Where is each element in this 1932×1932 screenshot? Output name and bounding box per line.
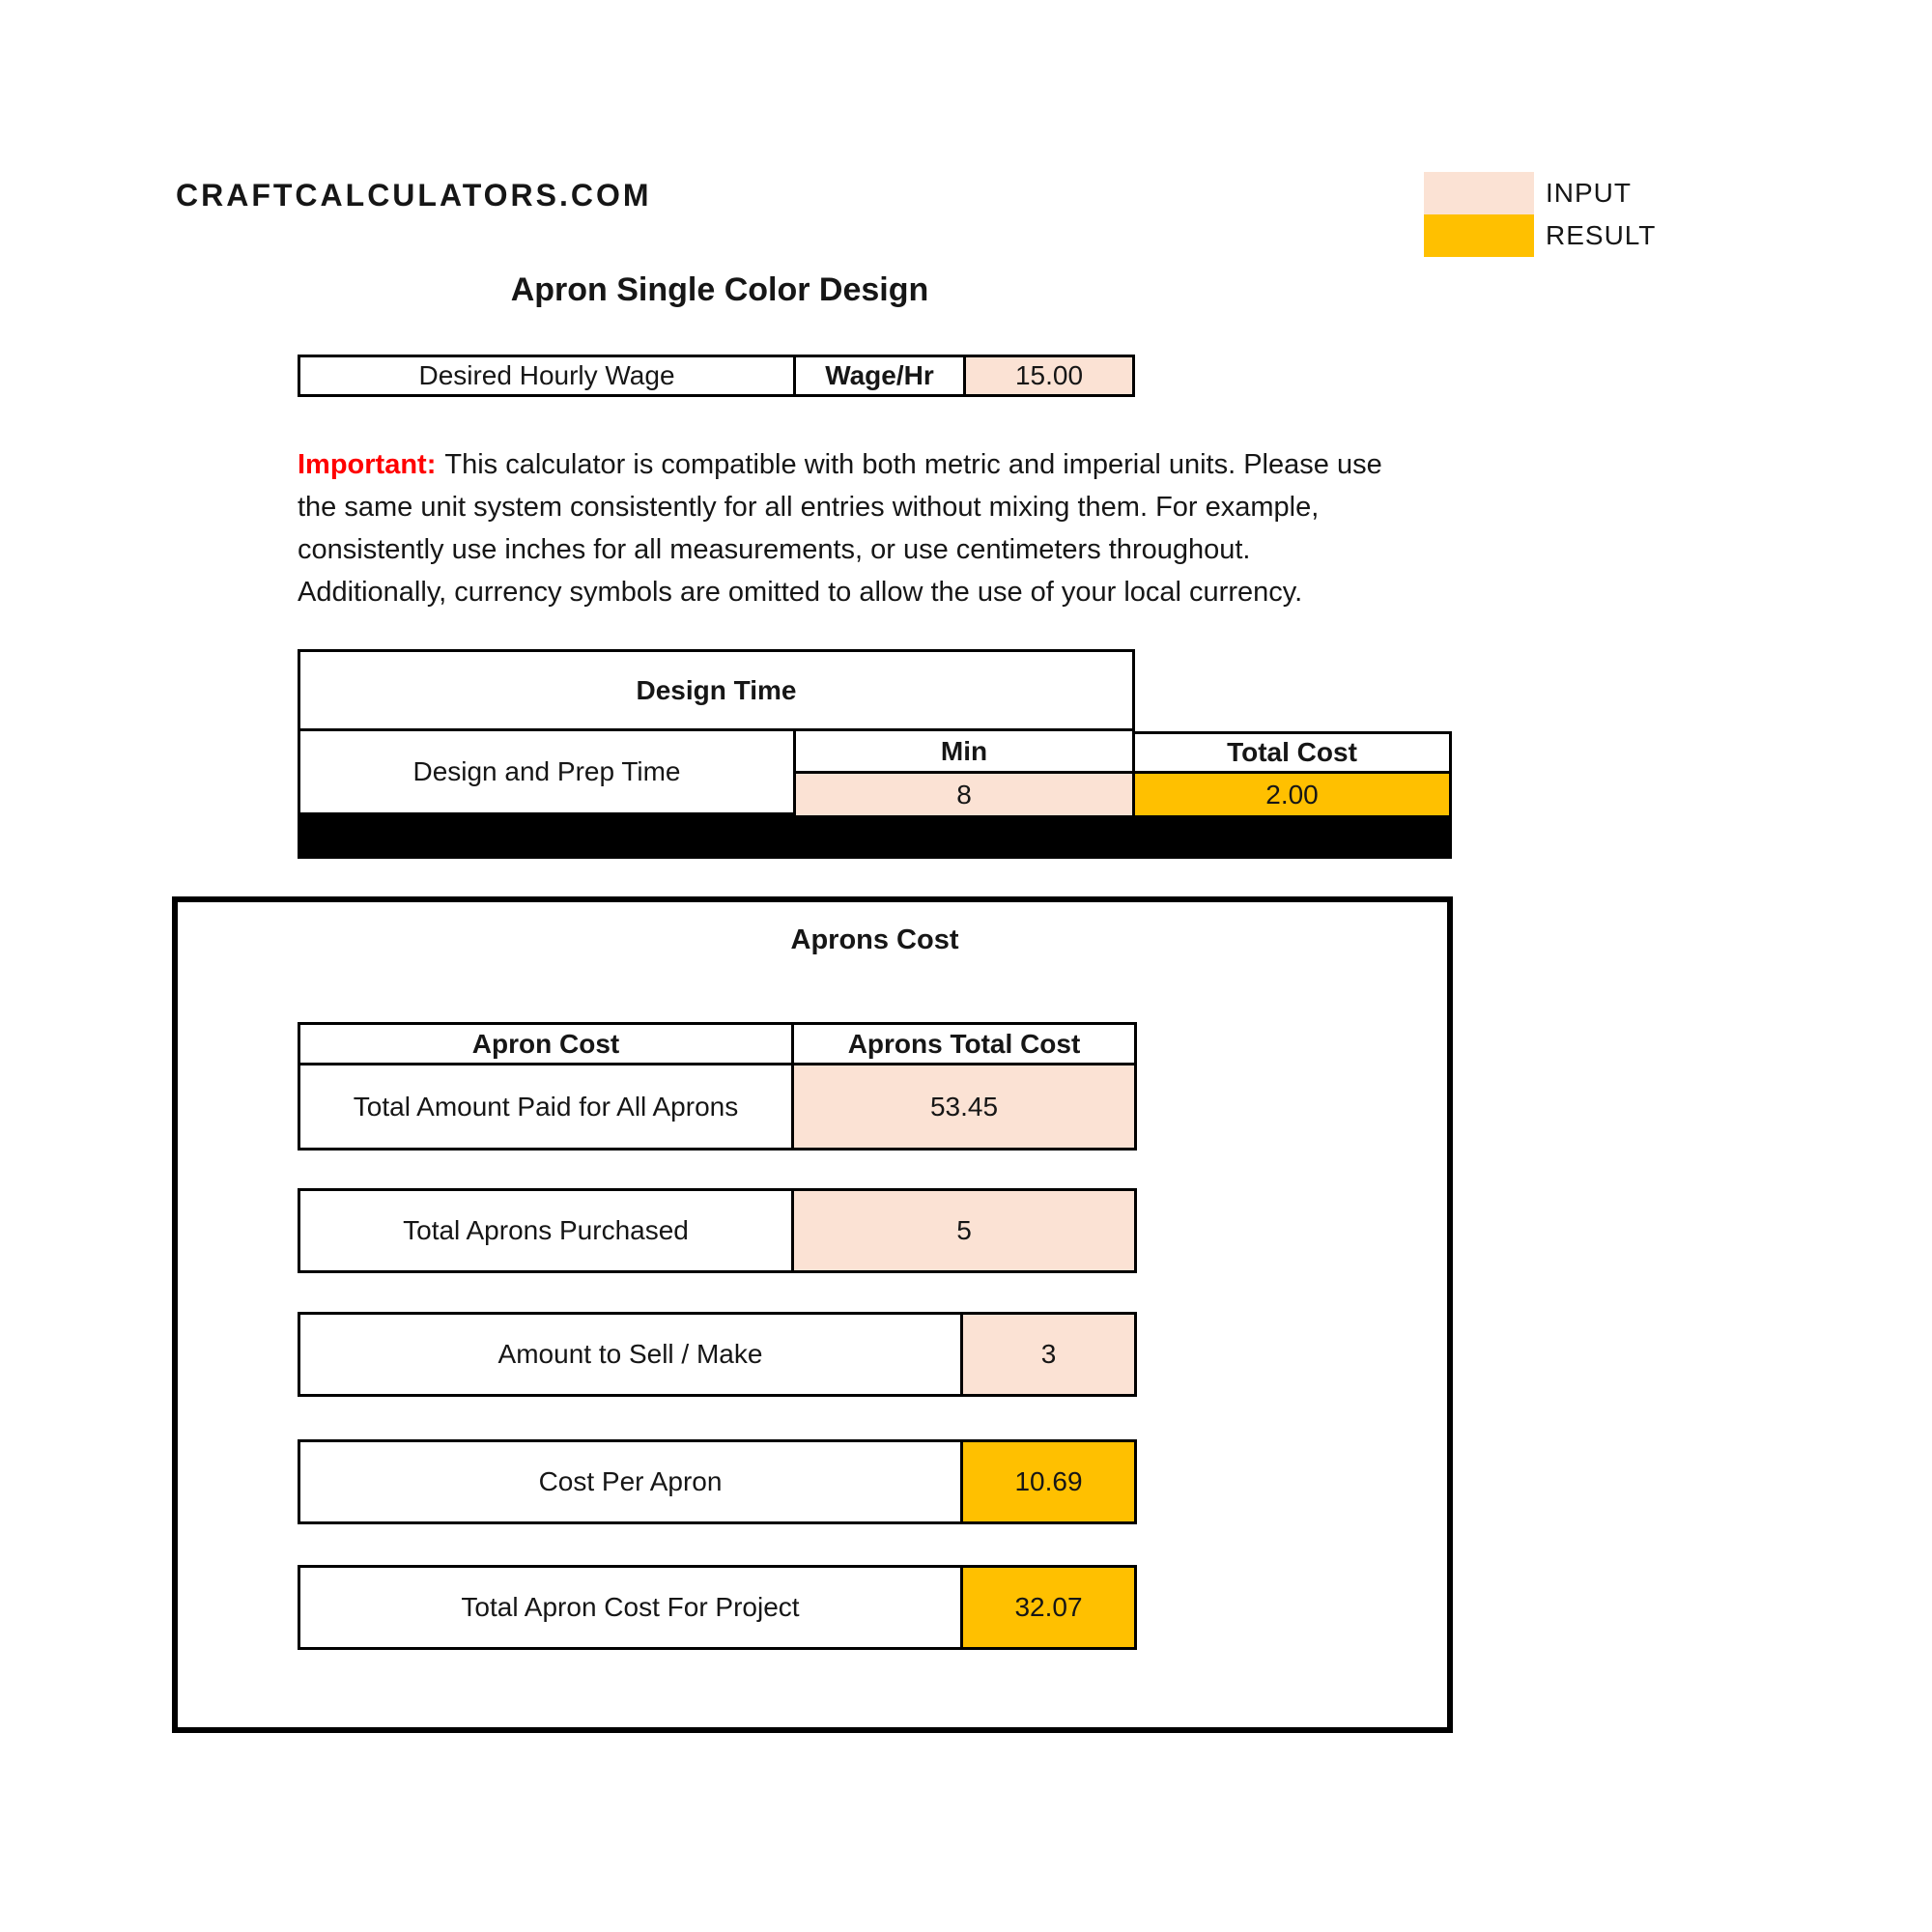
notice-line: consistently use inches for all measurements, or use centimeters throughout.: [298, 534, 1251, 565]
aprons-cost-panel-title: Aprons Cost: [790, 924, 959, 955]
aprons-purchased-input-cell[interactable]: 5: [794, 1191, 1134, 1270]
site-logo: CRAFTCALCULATORS.COM: [176, 178, 652, 213]
apron-cost-header-cell: Apron Cost: [300, 1025, 794, 1063]
legend-input-label: INPUT: [1546, 178, 1632, 208]
apron-cost-header-row: [300, 1025, 1134, 1065]
total-paid-label-cell: Total Amount Paid for All Aprons: [300, 1065, 794, 1148]
total-cost-result-cell: 2.00: [1135, 774, 1452, 815]
total-project-cost-result-cell: 32.07: [963, 1568, 1134, 1647]
total-cost-header-cell: Total Cost: [1135, 731, 1452, 774]
apron-cost-table: [298, 1022, 1137, 1151]
notice-prefix: Important:: [298, 449, 437, 480]
important-notice: [298, 443, 1582, 613]
amount-to-sell-table: [298, 1312, 1137, 1397]
cost-per-apron-table: [298, 1439, 1137, 1524]
total-project-cost-label-cell: Total Apron Cost For Project: [300, 1568, 963, 1647]
min-header-cell: Min: [796, 731, 1135, 774]
cost-per-apron-label-cell: Cost Per Apron: [300, 1442, 963, 1521]
wage-label-cell: Desired Hourly Wage: [300, 357, 796, 394]
amount-to-sell-label-cell: Amount to Sell / Make: [300, 1315, 963, 1394]
design-table-footer-bar: [298, 815, 1452, 859]
wage-value-input-cell[interactable]: 15.00: [966, 357, 1132, 394]
apron-cost-value-row: [300, 1065, 1134, 1148]
aprons-total-cost-header-cell: Aprons Total Cost: [847, 1028, 1081, 1059]
notice-line: Additionally, currency symbols are omitted to allow the use of your local currency.: [298, 577, 1303, 608]
notice-line: [298, 443, 1582, 486]
aprons-purchased-label-cell: Total Aprons Purchased: [300, 1191, 794, 1270]
wage-table: [298, 355, 1135, 397]
amount-to-sell-input-cell[interactable]: 3: [963, 1315, 1134, 1394]
page-title: Apron Single Color Design: [510, 271, 929, 308]
legend-result-swatch: [1424, 214, 1534, 257]
aprons-purchased-table: [298, 1188, 1137, 1273]
design-time-empty-corner: [1135, 649, 1452, 731]
legend-input-swatch: [1424, 172, 1534, 214]
total-project-cost-table: [298, 1565, 1137, 1650]
notice-line: the same unit system consistently for all entries without mixing them. For example,: [298, 492, 1320, 523]
legend-result-label: RESULT: [1546, 220, 1657, 250]
min-value-input-cell[interactable]: 8: [796, 774, 1135, 815]
notice-line-text: This calculator is compatible with both metric and imperial units. Please use: [444, 449, 1382, 480]
design-time-table: [298, 649, 1452, 859]
design-prep-label-cell: Design and Prep Time: [298, 731, 796, 815]
total-paid-input-cell[interactable]: 53.45: [794, 1065, 1134, 1148]
wage-unit-cell: Wage/Hr: [796, 357, 966, 394]
design-time-title-cell: Design Time: [298, 649, 1135, 731]
cost-per-apron-result-cell: 10.69: [963, 1442, 1134, 1521]
